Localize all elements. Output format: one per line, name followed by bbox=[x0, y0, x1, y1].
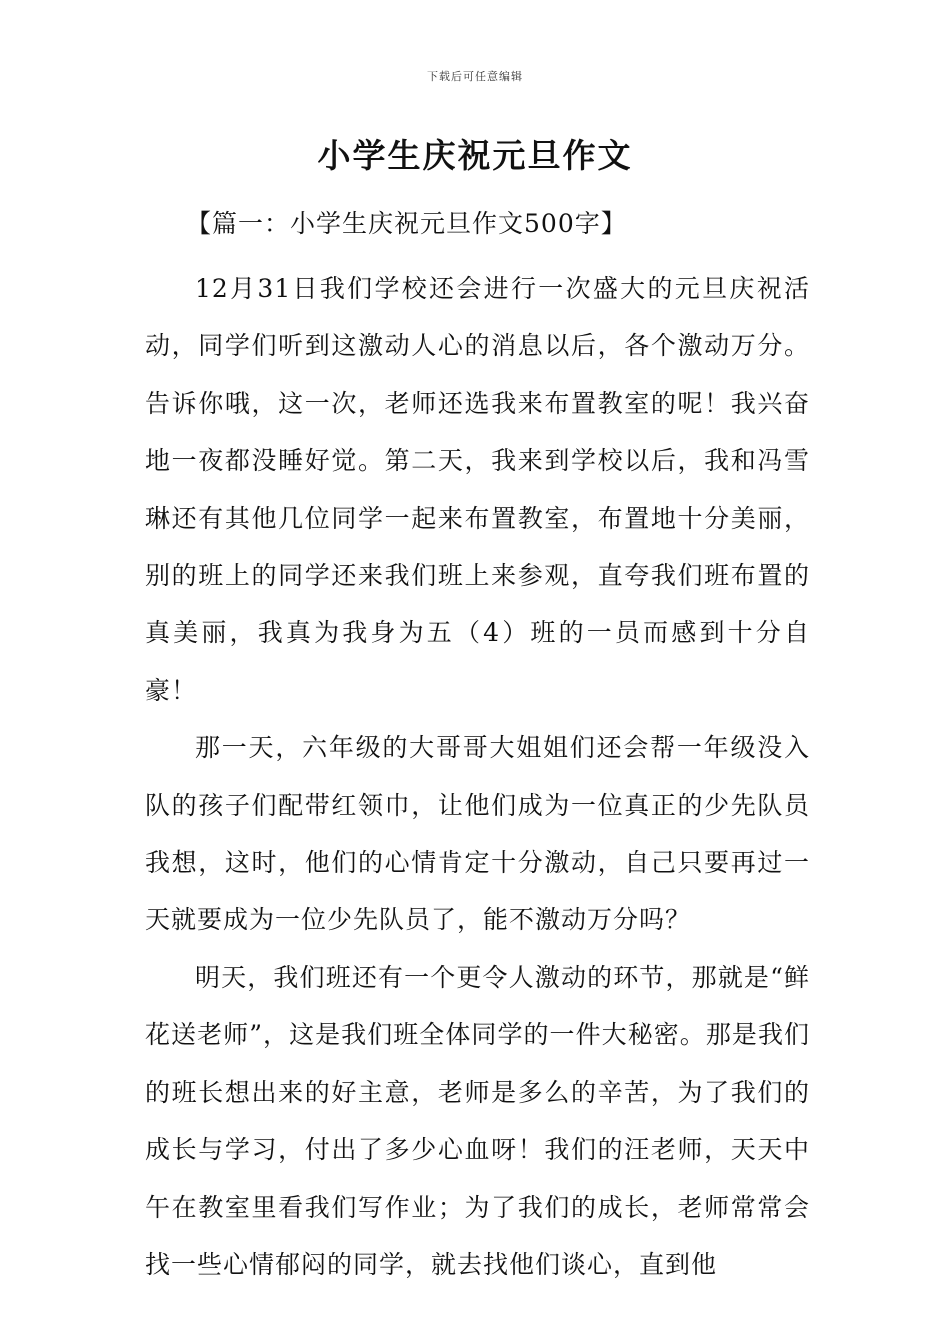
header-note: 下载后可任意编辑 bbox=[427, 70, 523, 83]
page-title: 小学生庆祝元旦作文 bbox=[317, 136, 633, 175]
section-heading: 【篇一：小学生庆祝元旦作文500字】 bbox=[186, 209, 627, 238]
paragraph-1: 12月31日我们学校还会进行一次盛大的元旦庆祝活动，同学们听到这激动人心的消息以后，各个激动万分。告诉你哦，这一次，老师还选我来布置教室的呢！我兴奋地一夜都没睡好觉。第二天，我来到学校以后，我和冯雪琳还有其他几位同学一起来布置教室，布置地十分美丽，别的班上的同学还来我们班上来参观，直夸我们班布置的真美丽，我真为我身为五（4）班的一员而感到十分自豪！ bbox=[145, 274, 810, 705]
paragraph-3: 明天，我们班还有一个更令人激动的环节，那就是“鲜花送老师”，这是我们班全体同学的一件大秘密。那是我们的班长想出来的好主意，老师是多么的辛苦，为了我们的成长与学习，付出了多少心血呀！我们的汪老师，天天中午在教室里看我们写作业；为了我们的成长，老师常常会找一些心情郁闷的同学，就去找他们谈心，直到他 bbox=[145, 962, 810, 1279]
paragraph-2: 那一天，六年级的大哥哥大姐姐们还会帮一年级没入队的孩子们配带红领巾，让他们成为一位真正的少先队员我想，这时，他们的心情肯定十分激动，自己只要再过一天就要成为一位少先队员了，能不激动万分吗？ bbox=[145, 733, 810, 935]
essay-body bbox=[145, 260, 810, 1293]
